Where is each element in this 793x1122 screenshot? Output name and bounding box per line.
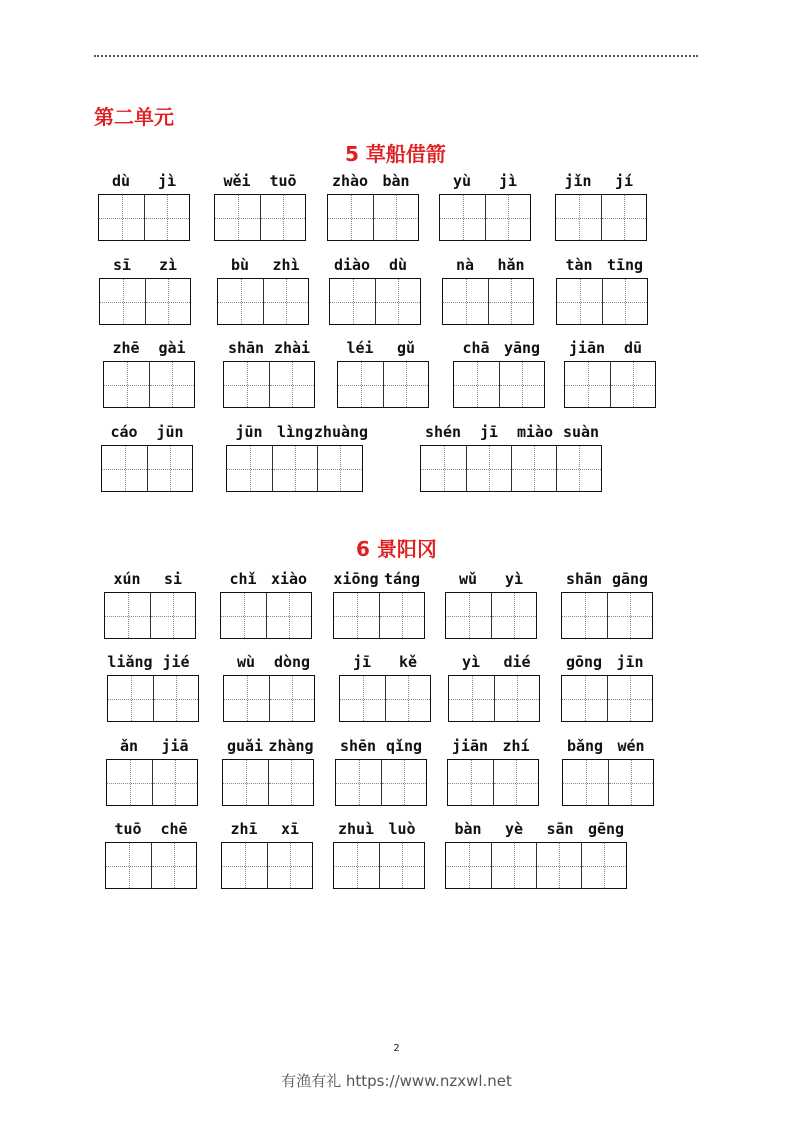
writing-cell[interactable] bbox=[454, 362, 499, 407]
cell-guide-vertical bbox=[408, 676, 409, 721]
writing-cell[interactable] bbox=[494, 676, 539, 721]
writing-cell[interactable] bbox=[607, 593, 652, 638]
pinyin-syllable: zhuàng bbox=[313, 423, 369, 441]
writing-cell[interactable] bbox=[466, 446, 511, 491]
tianzige-boxes bbox=[442, 278, 534, 325]
pinyin-syllable: cáo bbox=[110, 423, 138, 441]
writing-cell[interactable] bbox=[608, 760, 653, 805]
pinyin-syllable: xiào bbox=[270, 570, 308, 588]
cell-guide-vertical bbox=[289, 593, 290, 638]
pinyin-syllable: dòng bbox=[273, 653, 311, 671]
pinyin-syllable: táng bbox=[383, 570, 421, 588]
cell-guide-vertical bbox=[534, 446, 535, 491]
pinyin-syllable: tuō bbox=[114, 820, 142, 838]
pinyin-syllable: bǎng bbox=[566, 737, 604, 755]
tianzige-boxes bbox=[104, 592, 196, 639]
writing-cell[interactable] bbox=[336, 760, 381, 805]
pinyin-syllable: jūn bbox=[235, 423, 263, 441]
writing-cell[interactable] bbox=[556, 195, 601, 240]
writing-cell[interactable] bbox=[565, 362, 610, 407]
cell-guide-vertical bbox=[241, 279, 242, 324]
writing-cell[interactable] bbox=[100, 279, 145, 324]
writing-cell[interactable] bbox=[222, 843, 267, 888]
tianzige-boxes bbox=[222, 759, 314, 806]
pinyin-syllable: jiā bbox=[161, 737, 189, 755]
writing-cell[interactable] bbox=[488, 279, 533, 324]
pinyin-syllable: diào bbox=[333, 256, 371, 274]
cell-guide-vertical bbox=[122, 195, 123, 240]
cell-guide-vertical bbox=[404, 760, 405, 805]
pinyin-syllable: jí bbox=[614, 172, 634, 190]
pinyin-syllable: xiōng bbox=[333, 570, 379, 588]
cell-guide-vertical bbox=[471, 760, 472, 805]
tianzige-boxes bbox=[107, 675, 199, 722]
tianzige-boxes bbox=[339, 675, 431, 722]
cell-guide-vertical bbox=[580, 279, 581, 324]
writing-cell[interactable] bbox=[562, 676, 607, 721]
pinyin-syllable: chē bbox=[160, 820, 188, 838]
writing-cell[interactable] bbox=[557, 279, 602, 324]
writing-cell[interactable] bbox=[491, 843, 536, 888]
cell-guide-vertical bbox=[579, 195, 580, 240]
writing-cell[interactable] bbox=[334, 843, 379, 888]
pinyin-syllable: yù bbox=[452, 172, 472, 190]
tianzige-boxes bbox=[555, 194, 647, 241]
cell-guide-vertical bbox=[489, 446, 490, 491]
writing-cell[interactable] bbox=[421, 446, 466, 491]
pinyin-syllable: yì bbox=[504, 570, 524, 588]
pinyin-syllable: shān bbox=[227, 339, 265, 357]
writing-cell[interactable] bbox=[485, 195, 530, 240]
writing-cell[interactable] bbox=[440, 195, 485, 240]
cell-guide-vertical bbox=[361, 362, 362, 407]
writing-cell[interactable] bbox=[373, 195, 418, 240]
writing-cell[interactable] bbox=[263, 279, 308, 324]
cell-guide-vertical bbox=[244, 593, 245, 638]
cell-guide-vertical bbox=[353, 279, 354, 324]
cell-guide-vertical bbox=[402, 593, 403, 638]
pinyin-syllable: jiān bbox=[451, 737, 489, 755]
lesson-5-title: 5 草船借箭 bbox=[345, 142, 446, 166]
pinyin-syllable: dù bbox=[388, 256, 408, 274]
tianzige-boxes bbox=[453, 361, 545, 408]
tianzige-boxes bbox=[448, 675, 540, 722]
pinyin-syllable: gōng bbox=[565, 653, 603, 671]
cell-guide-vertical bbox=[247, 362, 248, 407]
writing-cell[interactable] bbox=[381, 760, 426, 805]
cell-guide-vertical bbox=[131, 676, 132, 721]
pinyin-syllable: gāng bbox=[611, 570, 649, 588]
pinyin-syllable: zhài bbox=[273, 339, 311, 357]
writing-cell[interactable] bbox=[147, 446, 192, 491]
pinyin-syllable: jī bbox=[479, 423, 499, 441]
writing-cell[interactable] bbox=[493, 760, 538, 805]
cell-guide-vertical bbox=[174, 843, 175, 888]
writing-cell[interactable] bbox=[607, 676, 652, 721]
cell-guide-vertical bbox=[463, 195, 464, 240]
pinyin-syllable: wěi bbox=[223, 172, 251, 190]
writing-cell[interactable] bbox=[218, 279, 263, 324]
tianzige-boxes bbox=[562, 759, 654, 806]
writing-cell[interactable] bbox=[330, 279, 375, 324]
tianzige-boxes bbox=[106, 759, 198, 806]
writing-cell[interactable] bbox=[317, 446, 362, 491]
cell-guide-vertical bbox=[128, 593, 129, 638]
tianzige-boxes bbox=[214, 194, 306, 241]
pinyin-syllable: kě bbox=[398, 653, 418, 671]
pinyin-syllable: tàn bbox=[565, 256, 593, 274]
cell-guide-vertical bbox=[359, 760, 360, 805]
writing-cell[interactable] bbox=[215, 195, 260, 240]
pinyin-syllable: sī bbox=[112, 256, 132, 274]
cell-guide-vertical bbox=[290, 843, 291, 888]
cell-guide-vertical bbox=[245, 843, 246, 888]
writing-cell[interactable] bbox=[106, 843, 151, 888]
pinyin-syllable: shēn bbox=[339, 737, 377, 755]
writing-cell[interactable] bbox=[145, 279, 190, 324]
writing-cell[interactable] bbox=[269, 676, 314, 721]
cell-guide-vertical bbox=[283, 195, 284, 240]
writing-cell[interactable] bbox=[581, 843, 626, 888]
pinyin-syllable: zhē bbox=[112, 339, 140, 357]
writing-cell[interactable] bbox=[379, 843, 424, 888]
cell-guide-vertical bbox=[286, 279, 287, 324]
writing-cell[interactable] bbox=[511, 446, 556, 491]
tianzige-boxes bbox=[105, 842, 197, 889]
cell-guide-vertical bbox=[170, 446, 171, 491]
pinyin-syllable: gǔ bbox=[396, 339, 416, 357]
cell-guide-vertical bbox=[604, 843, 605, 888]
cell-guide-vertical bbox=[127, 362, 128, 407]
pinyin-syllable: yì bbox=[461, 653, 481, 671]
pinyin-syllable: zhī bbox=[230, 820, 258, 838]
writing-cell[interactable] bbox=[443, 279, 488, 324]
pinyin-syllable: xī bbox=[280, 820, 300, 838]
cell-guide-vertical bbox=[630, 676, 631, 721]
writing-cell[interactable] bbox=[268, 760, 313, 805]
cell-guide-vertical bbox=[175, 760, 176, 805]
writing-cell[interactable] bbox=[227, 446, 272, 491]
cell-guide-vertical bbox=[123, 279, 124, 324]
pinyin-syllable: tuō bbox=[269, 172, 297, 190]
cell-guide-vertical bbox=[625, 279, 626, 324]
pinyin-syllable: bàn bbox=[382, 172, 410, 190]
cell-guide-vertical bbox=[351, 195, 352, 240]
cell-guide-vertical bbox=[246, 760, 247, 805]
cell-guide-vertical bbox=[402, 843, 403, 888]
pinyin-syllable: jī bbox=[352, 653, 372, 671]
writing-cell[interactable] bbox=[108, 676, 153, 721]
tianzige-boxes bbox=[445, 592, 537, 639]
pinyin-syllable: léi bbox=[346, 339, 374, 357]
tianzige-boxes bbox=[103, 361, 195, 408]
writing-cell[interactable] bbox=[107, 760, 152, 805]
writing-cell[interactable] bbox=[153, 676, 198, 721]
cell-guide-vertical bbox=[624, 195, 625, 240]
writing-cell[interactable] bbox=[602, 279, 647, 324]
writing-cell[interactable] bbox=[340, 676, 385, 721]
cell-guide-vertical bbox=[588, 362, 589, 407]
pinyin-syllable: qǐng bbox=[385, 737, 423, 755]
tianzige-boxes bbox=[223, 675, 315, 722]
cell-guide-vertical bbox=[292, 362, 293, 407]
pinyin-syllable: zhàng bbox=[268, 737, 314, 755]
cell-guide-vertical bbox=[292, 676, 293, 721]
cell-guide-vertical bbox=[247, 676, 248, 721]
pinyin-syllable: zhí bbox=[502, 737, 530, 755]
cell-guide-vertical bbox=[168, 279, 169, 324]
lesson-6-title: 6 景阳冈 bbox=[356, 537, 437, 561]
pinyin-syllable: xún bbox=[113, 570, 141, 588]
tianzige-boxes bbox=[561, 675, 653, 722]
cell-guide-vertical bbox=[176, 676, 177, 721]
writing-cell[interactable] bbox=[266, 593, 311, 638]
pinyin-syllable: dù bbox=[111, 172, 131, 190]
writing-cell[interactable] bbox=[446, 593, 491, 638]
cell-guide-vertical bbox=[172, 362, 173, 407]
cell-guide-vertical bbox=[477, 362, 478, 407]
tianzige-boxes bbox=[556, 278, 648, 325]
pinyin-syllable: suàn bbox=[562, 423, 600, 441]
cell-guide-vertical bbox=[291, 760, 292, 805]
pinyin-syllable: hǎn bbox=[497, 256, 525, 274]
writing-cell[interactable] bbox=[104, 362, 149, 407]
cell-guide-vertical bbox=[238, 195, 239, 240]
footer-watermark: 有渔有礼 https://www.nzxwl.net bbox=[281, 1072, 512, 1090]
cell-guide-vertical bbox=[130, 760, 131, 805]
cell-guide-vertical bbox=[340, 446, 341, 491]
pinyin-syllable: shān bbox=[565, 570, 603, 588]
cell-guide-vertical bbox=[466, 279, 467, 324]
cell-guide-vertical bbox=[631, 760, 632, 805]
cell-guide-vertical bbox=[295, 446, 296, 491]
top-dotted-rule bbox=[94, 55, 698, 57]
pinyin-syllable: guǎi bbox=[226, 737, 264, 755]
writing-cell[interactable] bbox=[224, 676, 269, 721]
pinyin-syllable: jiān bbox=[568, 339, 606, 357]
cell-guide-vertical bbox=[585, 676, 586, 721]
writing-cell[interactable] bbox=[223, 760, 268, 805]
pinyin-syllable: shén bbox=[424, 423, 462, 441]
tianzige-boxes bbox=[226, 445, 363, 492]
pinyin-syllable: dié bbox=[503, 653, 531, 671]
pinyin-syllable: luò bbox=[388, 820, 416, 838]
cell-guide-vertical bbox=[585, 593, 586, 638]
unit-title: 第二单元 bbox=[94, 105, 174, 129]
tianzige-boxes bbox=[561, 592, 653, 639]
cell-guide-vertical bbox=[508, 195, 509, 240]
writing-cell[interactable] bbox=[491, 593, 536, 638]
tianzige-boxes bbox=[333, 592, 425, 639]
writing-cell[interactable] bbox=[338, 362, 383, 407]
cell-guide-vertical bbox=[559, 843, 560, 888]
tianzige-boxes bbox=[327, 194, 419, 241]
cell-guide-vertical bbox=[511, 279, 512, 324]
cell-guide-vertical bbox=[469, 593, 470, 638]
pinyin-syllable: jié bbox=[162, 653, 190, 671]
pinyin-syllable: jì bbox=[157, 172, 177, 190]
writing-cell[interactable] bbox=[269, 362, 314, 407]
pinyin-syllable: gēng bbox=[587, 820, 625, 838]
tianzige-boxes bbox=[220, 592, 312, 639]
tianzige-boxes bbox=[439, 194, 531, 241]
cell-guide-vertical bbox=[125, 446, 126, 491]
tianzige-boxes bbox=[420, 445, 602, 492]
writing-cell[interactable] bbox=[328, 195, 373, 240]
pinyin-syllable: lìng bbox=[276, 423, 314, 441]
pinyin-syllable: sān bbox=[546, 820, 574, 838]
cell-guide-vertical bbox=[579, 446, 580, 491]
cell-guide-vertical bbox=[444, 446, 445, 491]
cell-guide-vertical bbox=[469, 843, 470, 888]
pinyin-syllable: jūn bbox=[156, 423, 184, 441]
writing-cell[interactable] bbox=[448, 760, 493, 805]
pinyin-syllable: bù bbox=[230, 256, 250, 274]
page-number: 2 bbox=[393, 1043, 400, 1054]
pinyin-syllable: nà bbox=[455, 256, 475, 274]
tianzige-boxes bbox=[445, 842, 627, 889]
writing-cell[interactable] bbox=[272, 446, 317, 491]
tianzige-boxes bbox=[221, 842, 313, 889]
pinyin-syllable: liǎng bbox=[107, 653, 153, 671]
writing-cell[interactable] bbox=[334, 593, 379, 638]
writing-cell[interactable] bbox=[499, 362, 544, 407]
writing-cell[interactable] bbox=[102, 446, 147, 491]
writing-cell[interactable] bbox=[149, 362, 194, 407]
pinyin-syllable: zì bbox=[158, 256, 178, 274]
tianzige-boxes bbox=[101, 445, 193, 492]
writing-cell[interactable] bbox=[99, 195, 144, 240]
cell-guide-vertical bbox=[398, 279, 399, 324]
pinyin-syllable: zhào bbox=[331, 172, 369, 190]
tianzige-boxes bbox=[98, 194, 190, 241]
tianzige-boxes bbox=[99, 278, 191, 325]
tianzige-boxes bbox=[564, 361, 656, 408]
cell-guide-vertical bbox=[514, 843, 515, 888]
writing-cell[interactable] bbox=[105, 593, 150, 638]
cell-guide-vertical bbox=[514, 593, 515, 638]
writing-cell[interactable] bbox=[221, 593, 266, 638]
writing-cell[interactable] bbox=[610, 362, 655, 407]
tianzige-boxes bbox=[337, 361, 429, 408]
cell-guide-vertical bbox=[396, 195, 397, 240]
writing-cell[interactable] bbox=[562, 593, 607, 638]
writing-cell[interactable] bbox=[224, 362, 269, 407]
cell-guide-vertical bbox=[633, 362, 634, 407]
writing-cell[interactable] bbox=[260, 195, 305, 240]
pinyin-syllable: dū bbox=[623, 339, 643, 357]
cell-guide-vertical bbox=[406, 362, 407, 407]
pinyin-syllable: wǔ bbox=[458, 570, 478, 588]
tianzige-boxes bbox=[333, 842, 425, 889]
tianzige-boxes bbox=[447, 759, 539, 806]
cell-guide-vertical bbox=[516, 760, 517, 805]
tianzige-boxes bbox=[223, 361, 315, 408]
writing-cell[interactable] bbox=[536, 843, 581, 888]
cell-guide-vertical bbox=[586, 760, 587, 805]
tianzige-boxes bbox=[335, 759, 427, 806]
pinyin-syllable: bàn bbox=[454, 820, 482, 838]
pinyin-syllable: ǎn bbox=[119, 737, 139, 755]
pinyin-syllable: wén bbox=[617, 737, 645, 755]
cell-guide-vertical bbox=[472, 676, 473, 721]
writing-cell[interactable] bbox=[144, 195, 189, 240]
pinyin-syllable: tīng bbox=[606, 256, 644, 274]
pinyin-syllable: zhuì bbox=[337, 820, 375, 838]
cell-guide-vertical bbox=[250, 446, 251, 491]
pinyin-syllable: chǐ bbox=[229, 570, 257, 588]
tianzige-boxes bbox=[329, 278, 421, 325]
writing-cell[interactable] bbox=[375, 279, 420, 324]
writing-cell[interactable] bbox=[267, 843, 312, 888]
cell-guide-vertical bbox=[357, 593, 358, 638]
writing-cell[interactable] bbox=[385, 676, 430, 721]
cell-guide-vertical bbox=[167, 195, 168, 240]
pinyin-syllable: gài bbox=[158, 339, 186, 357]
writing-cell[interactable] bbox=[556, 446, 601, 491]
pinyin-syllable: jì bbox=[498, 172, 518, 190]
pinyin-syllable: yāng bbox=[503, 339, 541, 357]
pinyin-syllable: jǐn bbox=[564, 172, 592, 190]
cell-guide-vertical bbox=[129, 843, 130, 888]
writing-cell[interactable] bbox=[150, 593, 195, 638]
pinyin-syllable: jīn bbox=[616, 653, 644, 671]
writing-cell[interactable] bbox=[601, 195, 646, 240]
writing-cell[interactable] bbox=[446, 843, 491, 888]
writing-cell[interactable] bbox=[152, 760, 197, 805]
tianzige-boxes bbox=[217, 278, 309, 325]
writing-cell[interactable] bbox=[151, 843, 196, 888]
writing-cell[interactable] bbox=[563, 760, 608, 805]
pinyin-syllable: chā bbox=[462, 339, 490, 357]
cell-guide-vertical bbox=[363, 676, 364, 721]
cell-guide-vertical bbox=[173, 593, 174, 638]
cell-guide-vertical bbox=[630, 593, 631, 638]
pinyin-syllable: si bbox=[163, 570, 183, 588]
pinyin-syllable: zhì bbox=[272, 256, 300, 274]
pinyin-syllable: wù bbox=[236, 653, 256, 671]
pinyin-syllable: miào bbox=[516, 423, 554, 441]
writing-cell[interactable] bbox=[383, 362, 428, 407]
cell-guide-vertical bbox=[517, 676, 518, 721]
pinyin-syllable: yè bbox=[504, 820, 524, 838]
writing-cell[interactable] bbox=[449, 676, 494, 721]
cell-guide-vertical bbox=[522, 362, 523, 407]
writing-cell[interactable] bbox=[379, 593, 424, 638]
cell-guide-vertical bbox=[357, 843, 358, 888]
